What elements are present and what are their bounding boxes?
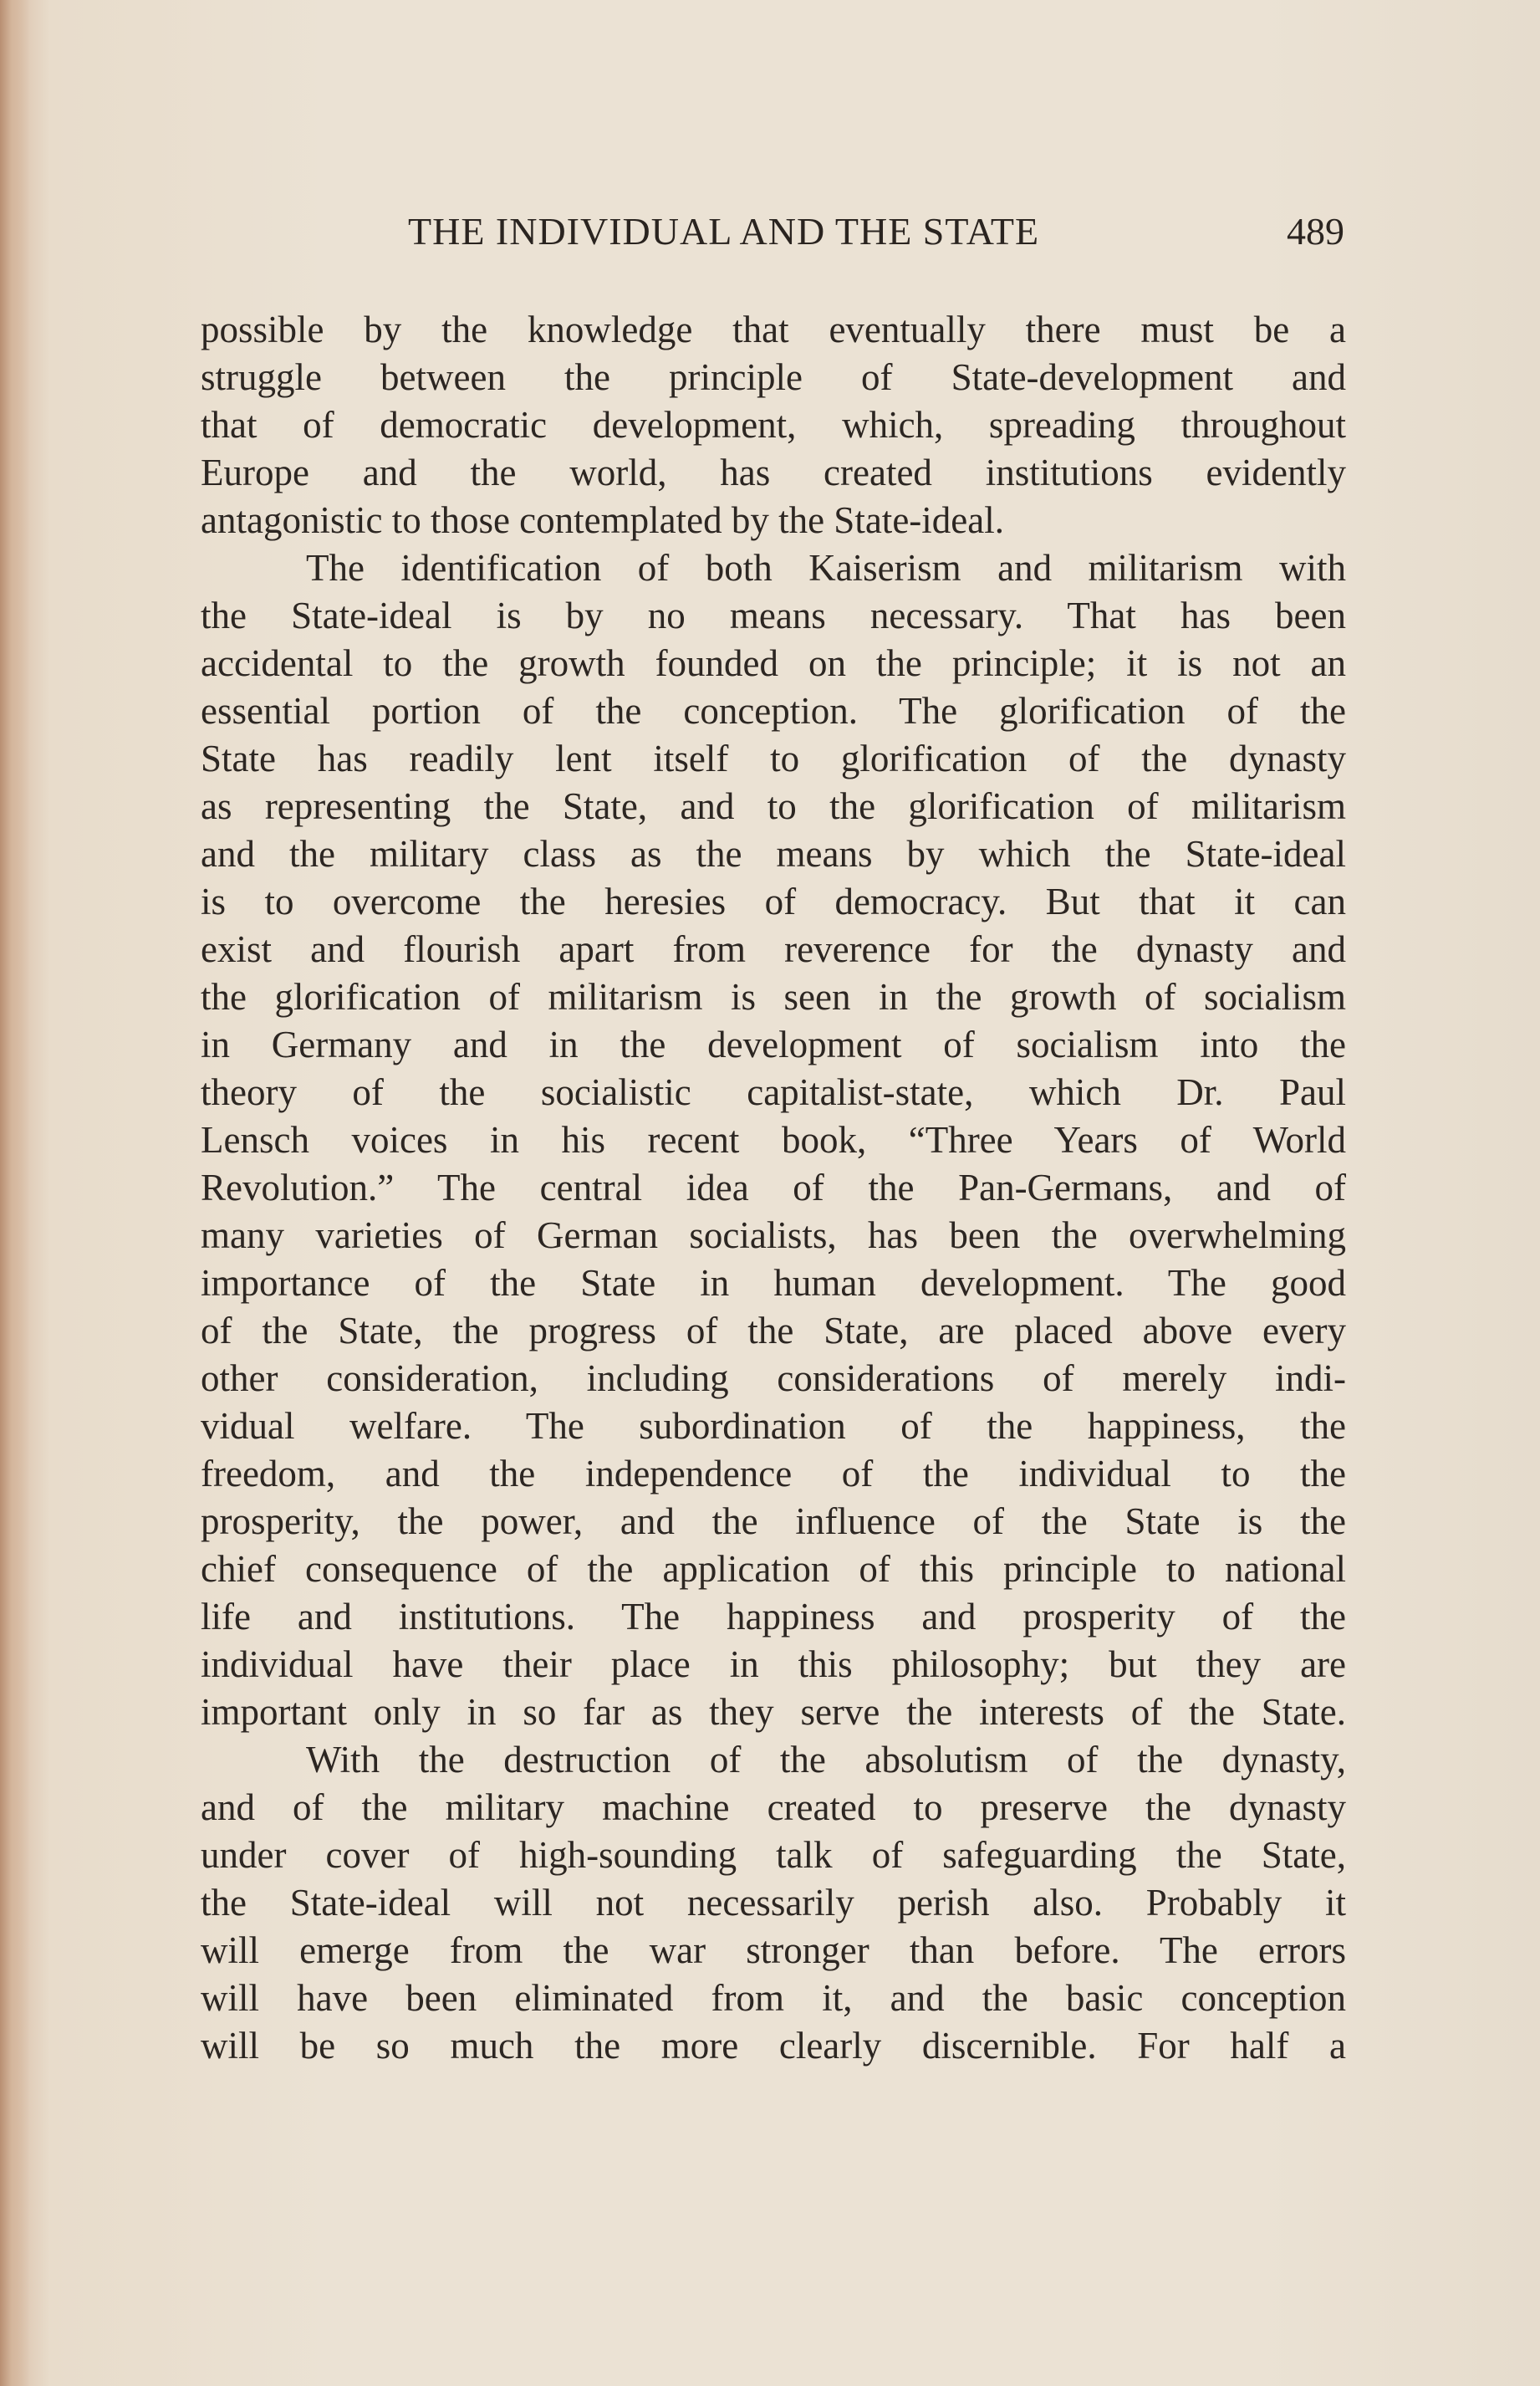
running-head [408,209,1344,268]
text-line: the State-ideal is by no means necessary. That has been [201,595,1346,636]
text-line: possible by the knowledge that eventually there must be a [201,309,1346,350]
text-line: struggle between the principle of State-development and [201,356,1346,398]
text-line: State has readily lent itself to glorification of the dynasty [201,738,1346,779]
text-line: importance of the State in human development. The good [201,1262,1346,1304]
running-title: THE INDIVIDUAL AND THE STATE [408,210,1040,253]
text-line: accidental to the growth founded on the principle; it is not an [201,642,1346,684]
text-line: other consideration, including considerations of merely indi- [201,1357,1346,1399]
text-line: many varieties of German socialists, has been the overwhelming [201,1214,1346,1256]
text-line: Revolution.” The central idea of the Pan-Germans, and of [201,1167,1346,1208]
binding-shadow [0,0,30,2386]
text-line: the State-ideal will not necessarily perish also. Probably it [201,1882,1346,1924]
text-line: exist and flourish apart from reverence for the dynasty and [201,928,1346,970]
text-line: antagonistic to those contemplated by the State-ideal. [201,499,1004,541]
text-line: and the military class as the means by which the State-ideal [201,833,1346,875]
text-line: essential portion of the conception. The glorification of the [201,690,1346,732]
text-line: theory of the socialistic capitalist-state, which Dr. Paul [201,1071,1346,1113]
text-line: individual have their place in this philosophy; but they are [201,1643,1346,1685]
text-line: will have been eliminated from it, and the basic conception [201,1977,1346,2019]
text-line: the glorification of militarism is seen in the growth of socialism [201,976,1346,1018]
text-line: and of the military machine created to preserve the dynasty [201,1786,1346,1828]
text-line: important only in so far as they serve the interests of the State. [201,1691,1346,1733]
text-line: With the destruction of the absolutism of the dynasty, [306,1739,1346,1781]
text-line: chief consequence of the application of this principle to national [201,1548,1346,1590]
text-line: in Germany and in the development of socialism into the [201,1024,1346,1065]
text-line: will emerge from the war stronger than before. The errors [201,1929,1346,1971]
text-line: under cover of high-sounding talk of safeguarding the State, [201,1834,1346,1876]
text-line: The identification of both Kaiserism and militarism with [306,547,1346,589]
text-line: freedom, and the independence of the individual to the [201,1453,1346,1494]
text-line: that of democratic development, which, spreading throughout [201,404,1346,446]
text-line: of the State, the progress of the State, are placed above every [201,1310,1346,1351]
text-line: prosperity, the power, and the influence of the State is the [201,1500,1346,1542]
text-line: as representing the State, and to the glorification of militarism [201,785,1346,827]
body-text [201,306,1346,2070]
text-line: will be so much the more clearly discernible. For half a [201,2025,1346,2067]
text-line: life and institutions. The happiness and prosperity of the [201,1596,1346,1638]
text-line: is to overcome the heresies of democracy. But that it can [201,881,1346,922]
text-line: Lensch voices in his recent book, “Three Years of World [201,1119,1346,1161]
text-line: vidual welfare. The subordination of the happiness, the [201,1405,1346,1447]
page-number: 489 [1287,210,1344,253]
text-line: Europe and the world, has created institutions evidently [201,452,1346,493]
